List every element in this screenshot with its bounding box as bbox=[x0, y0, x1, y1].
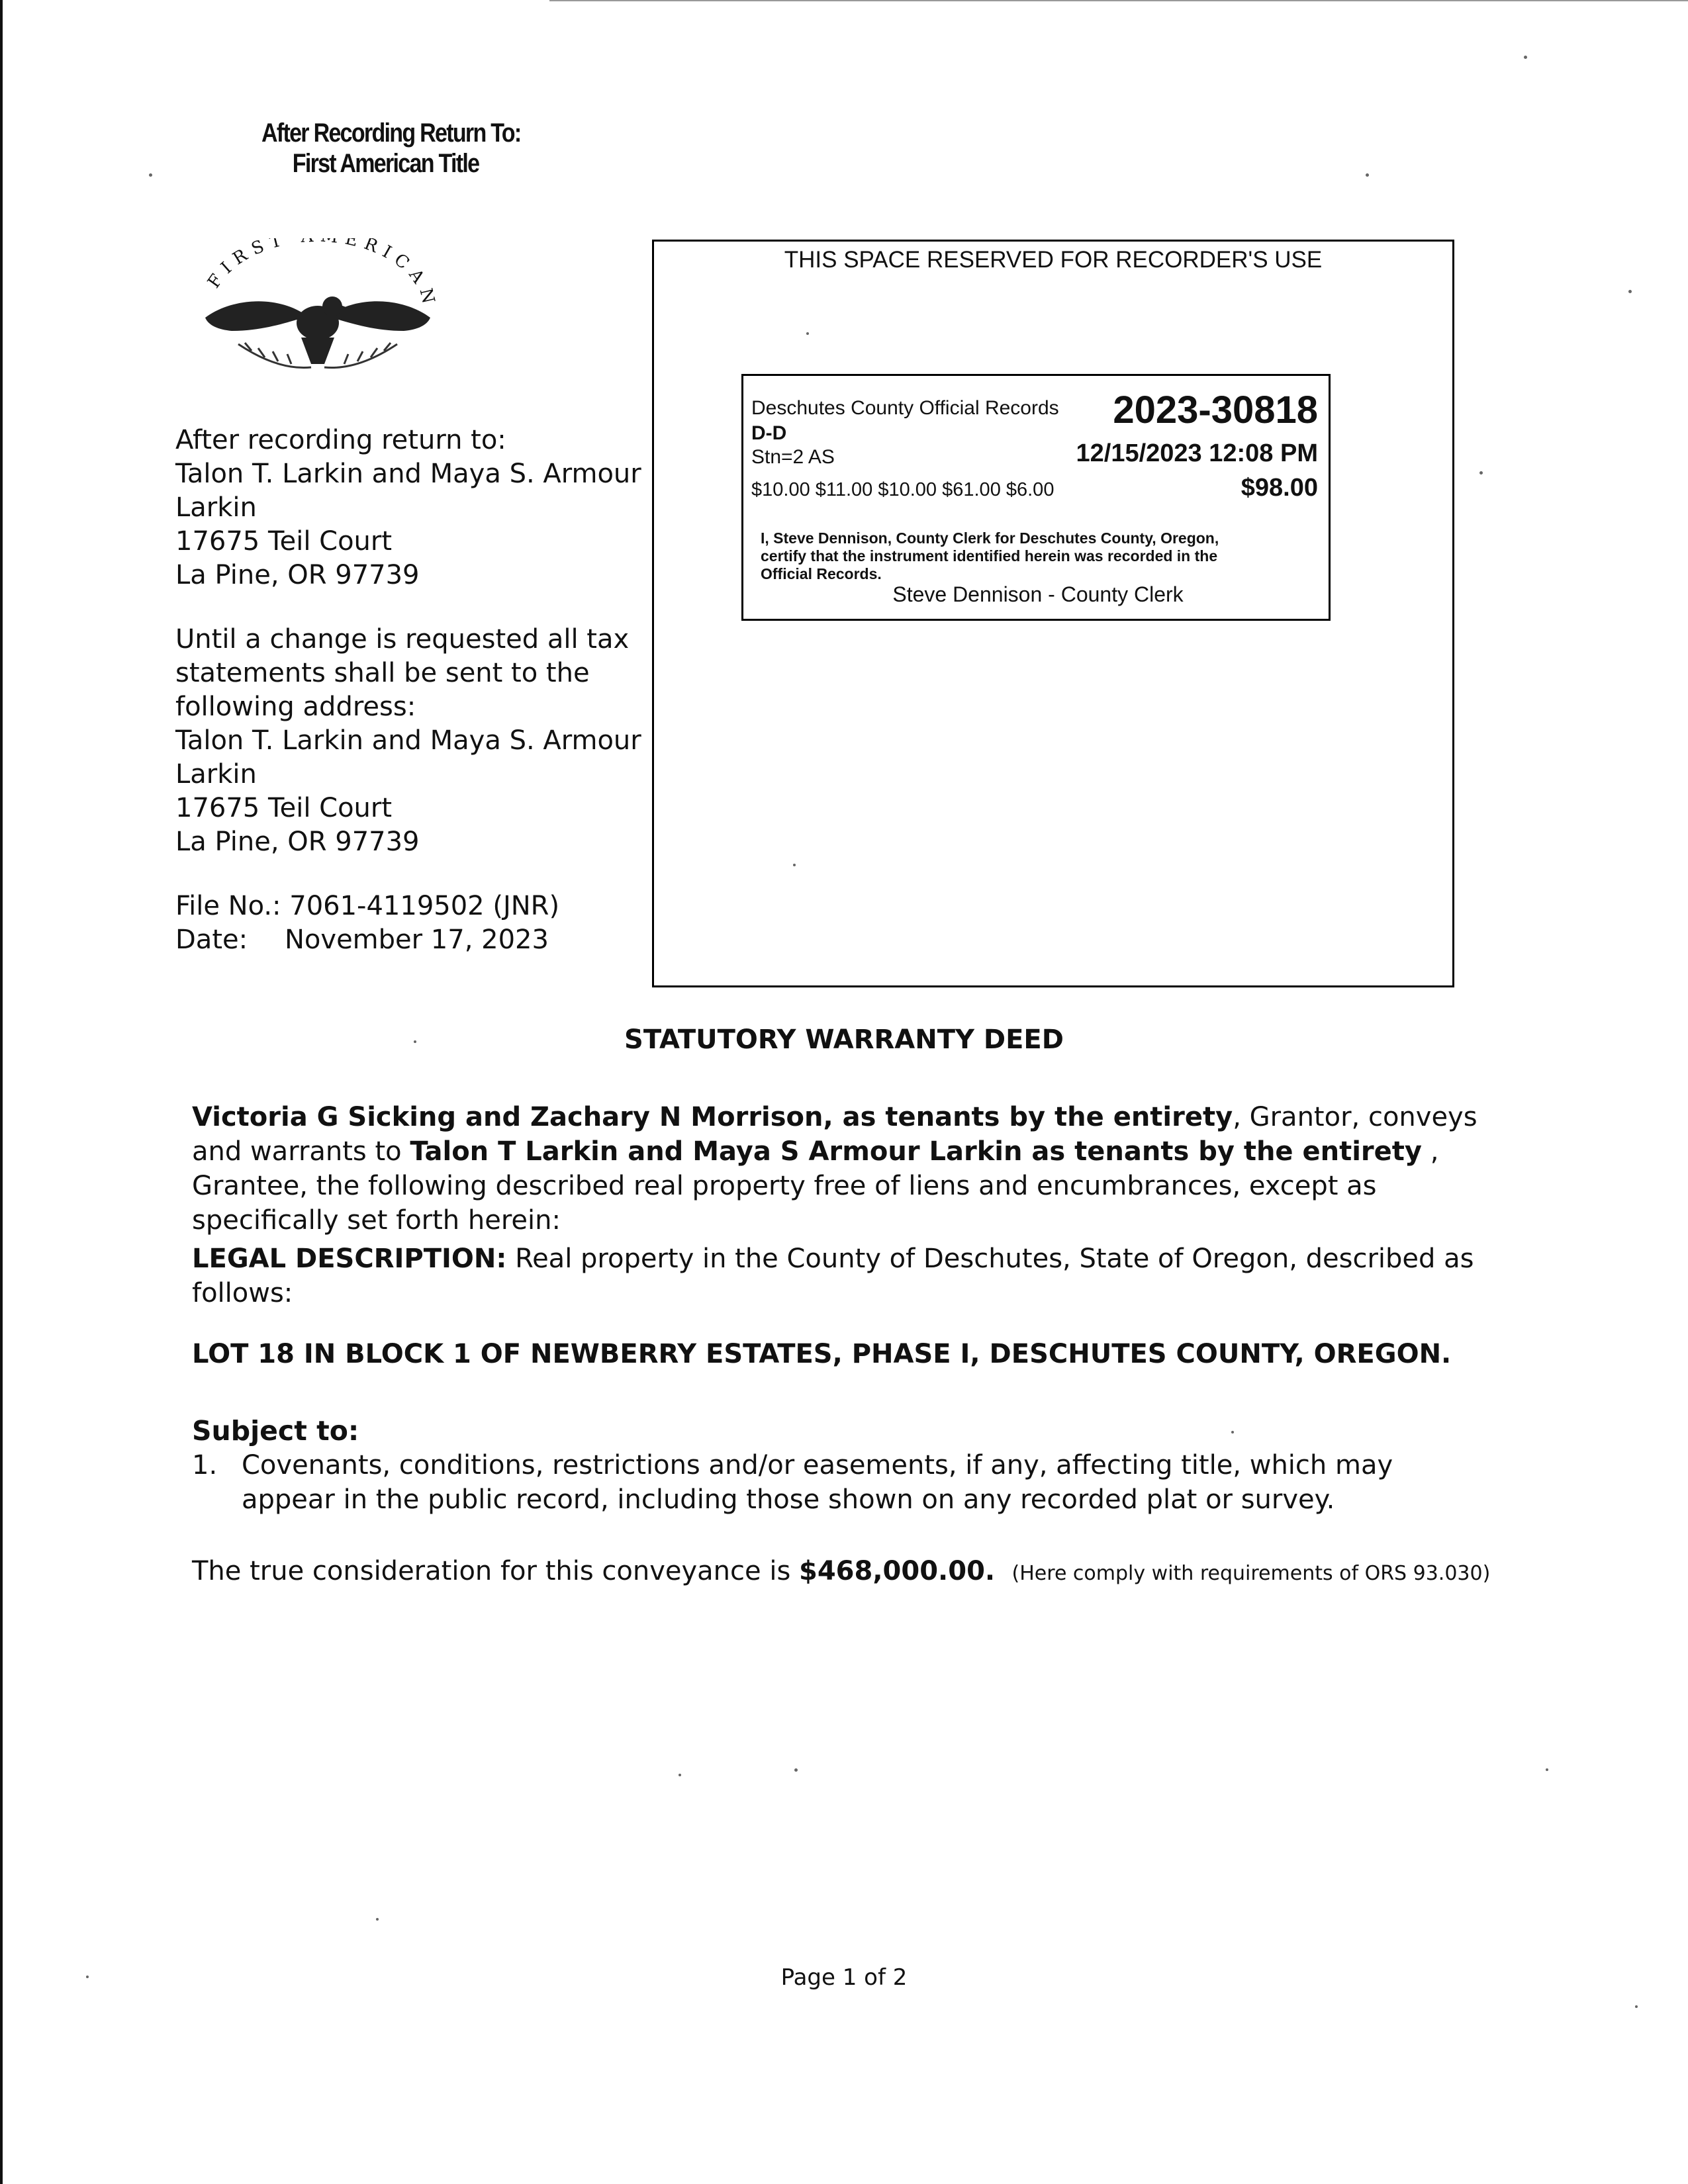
consideration-text: The true consideration for this conveyance is bbox=[192, 1556, 800, 1586]
consideration-amount: $468,000.00 bbox=[799, 1556, 985, 1586]
svg-text:FIRST AMERICAN bbox=[204, 238, 440, 312]
record-number: 2023-30818 bbox=[1113, 388, 1318, 432]
subject-item bbox=[192, 1448, 1479, 1517]
file-date-label: Date: bbox=[175, 925, 248, 955]
return-stamp-line2: First American Title bbox=[292, 149, 479, 178]
return-name-line1: Talon T. Larkin and Maya S. Armour bbox=[175, 459, 641, 489]
grantor-names: Victoria G Sicking and Zachary N Morrison, as tenants by the entirety bbox=[192, 1102, 1233, 1132]
subject-to-label: Subject to: bbox=[192, 1415, 359, 1447]
recording-stamp bbox=[741, 374, 1331, 621]
scan-speck bbox=[1546, 1768, 1548, 1771]
scan-speck bbox=[376, 1918, 379, 1921]
legal-description-text: Real property in the County of Deschutes, State of Oregon, described as follows: bbox=[192, 1244, 1474, 1308]
return-street: 17675 Teil Court bbox=[175, 526, 393, 557]
scan-speck bbox=[679, 1774, 681, 1776]
scan-top-line bbox=[549, 0, 1688, 1]
eagle-logo-icon bbox=[192, 238, 444, 384]
consideration-period: . bbox=[984, 1556, 996, 1586]
recording-fees: $10.00 $11.00 $10.00 $61.00 $6.00 bbox=[751, 479, 1055, 500]
return-name-line2: Larkin bbox=[175, 492, 257, 523]
tax-line3: following address: bbox=[175, 692, 416, 722]
recording-total: $98.00 bbox=[1241, 474, 1318, 502]
subject-item-number: 1. bbox=[192, 1450, 218, 1480]
scan-speck bbox=[1635, 2005, 1638, 2008]
legal-description-label: LEGAL DESCRIPTION: bbox=[192, 1244, 507, 1274]
scan-speck bbox=[806, 332, 809, 335]
recorder-reserved-label: THIS SPACE RESERVED FOR RECORDER'S USE bbox=[784, 247, 1323, 273]
lot-description: LOT 18 IN BLOCK 1 OF NEWBERRY ESTATES, PHASE I, DESCHUTES COUNTY, OREGON. bbox=[192, 1339, 1452, 1369]
scan-speck bbox=[86, 1976, 89, 1978]
tax-name-line1: Talon T. Larkin and Maya S. Armour bbox=[175, 725, 641, 756]
file-date-line bbox=[175, 923, 639, 957]
tax-line2: statements shall be sent to the bbox=[175, 658, 590, 688]
scan-speck bbox=[1366, 173, 1369, 177]
subject-to-section bbox=[192, 1414, 1479, 1517]
cert-line1: I, Steve Dennison, County Clerk for Deschutes County, Oregon, bbox=[761, 529, 1219, 547]
scan-speck bbox=[1479, 471, 1483, 475]
county-clerk-name: Steve Dennison - County Clerk bbox=[892, 582, 1184, 606]
county-records-label: Deschutes County Official Records bbox=[751, 397, 1059, 419]
first-american-eagle-logo bbox=[192, 238, 444, 384]
scan-speck bbox=[149, 173, 152, 177]
page-number: Page 1 of 2 bbox=[780, 1964, 908, 1991]
grantor-text: , Grantor, conveys and warrants to bbox=[192, 1102, 1477, 1167]
return-city: La Pine, OR 97739 bbox=[175, 560, 420, 590]
tax-line1: Until a change is requested all tax bbox=[175, 624, 630, 655]
return-address-block bbox=[175, 424, 639, 957]
return-to-stamp bbox=[261, 118, 520, 179]
grantee-text: , Grantee, the following described real property free of liens and encumbrances, except as specifically set forth herein: bbox=[192, 1136, 1439, 1236]
file-number: 7061-4119502 (JNR) bbox=[289, 891, 560, 921]
recording-datetime: 12/15/2023 12:08 PM bbox=[1076, 439, 1318, 467]
cert-line3: Official Records. bbox=[761, 565, 882, 582]
document-type: D-D bbox=[751, 422, 787, 444]
scan-speck bbox=[1231, 1431, 1234, 1433]
deed-title: STATUTORY WARRANTY DEED bbox=[624, 1024, 1064, 1055]
grantee-names: Talon T Larkin and Maya S Armour Larkin as tenants by the entirety bbox=[410, 1136, 1422, 1167]
file-number-line bbox=[175, 889, 639, 923]
cert-line2: certify that the instrument identified herein was recorded in the bbox=[761, 547, 1218, 565]
consideration-paragraph bbox=[192, 1554, 1491, 1591]
scan-speck bbox=[794, 1768, 798, 1772]
conveyance-paragraph bbox=[192, 1100, 1479, 1238]
logo-arc-text: FIRST ERICAN bbox=[204, 238, 440, 312]
scan-speck bbox=[1524, 56, 1527, 59]
tax-city: La Pine, OR 97739 bbox=[175, 827, 420, 857]
file-date: November 17, 2023 bbox=[285, 925, 549, 955]
tax-street: 17675 Teil Court bbox=[175, 793, 393, 823]
return-stamp-line1: After Recording Return To: bbox=[261, 118, 521, 148]
station-code: Stn=2 AS bbox=[751, 446, 835, 468]
scan-speck bbox=[414, 1040, 416, 1043]
subject-item-text: Covenants, conditions, restrictions and/or easements, if any, affecting title, which may appear in the public record, including those shown on any recorded plat or survey. bbox=[242, 1450, 1393, 1515]
scan-speck bbox=[1628, 290, 1632, 293]
file-number-label: File No.: bbox=[175, 891, 281, 921]
legal-description-paragraph bbox=[192, 1242, 1479, 1310]
return-heading: After recording return to: bbox=[175, 425, 506, 455]
tax-name-line2: Larkin bbox=[175, 759, 257, 790]
consideration-note: (Here comply with requirements of ORS 93.030) bbox=[1011, 1562, 1491, 1585]
scan-speck bbox=[793, 864, 796, 866]
scan-left-edge bbox=[0, 0, 3, 2184]
clerk-certification bbox=[761, 529, 1303, 583]
